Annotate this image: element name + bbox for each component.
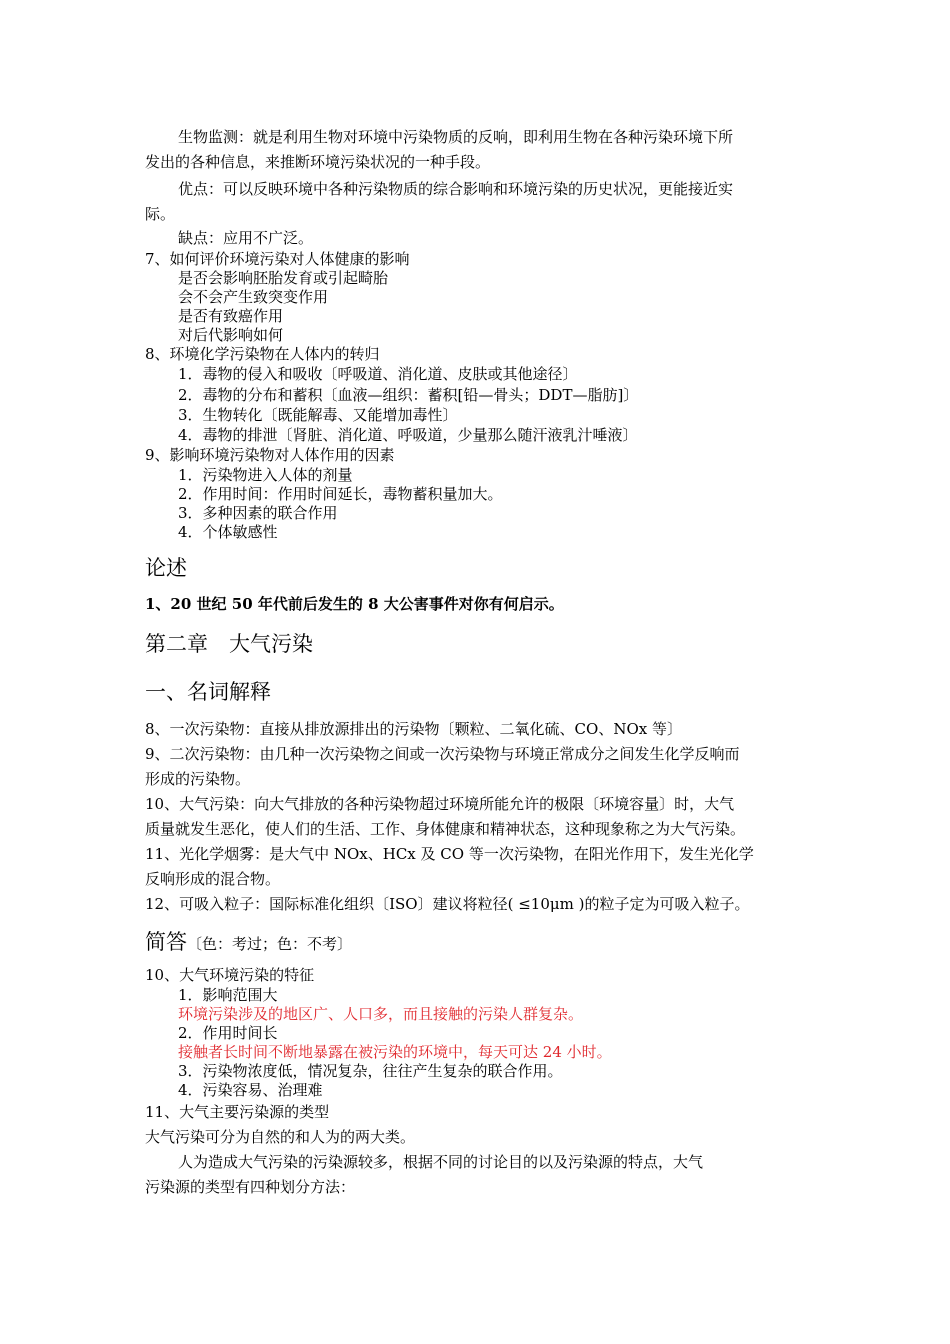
q8-item: 4．毒物的排泄〔肾脏、消化道、呼吸道，少量那么随汗液乳汁唾液〕 <box>178 426 638 444</box>
q8-item: 2．毒物的分布和蓄积〔血液—组织：蓄积[铅—骨头；DDT—脂肪]〕 <box>178 386 639 404</box>
term-12: 12、可吸入粒子：国际标准化组织〔ISO〕建议将粒径( ≤10μm )的粒子定为可吸入粒子。 <box>145 895 750 913</box>
q8-title: 8、环境化学污染物在人体内的转归 <box>145 345 380 363</box>
q8-item: 1．毒物的侵入和吸收〔呼吸道、消化道、皮肤或其他途径〕 <box>178 365 578 383</box>
sa10-item-3: 3．污染物浓度低，情况复杂，往往产生复杂的联合作用。 <box>178 1062 563 1080</box>
q9-item: 1．污染物进入人体的剂量 <box>178 466 353 484</box>
bio-definition-line2: 发出的各种信息，来推断环境污染状况的一种手段。 <box>145 153 491 171</box>
q7-title: 7、如何评价环境污染对人体健康的影响 <box>145 250 410 268</box>
q9-item: 2．作用时间：作用时间延长，毒物蓄积量加大。 <box>178 485 503 503</box>
bio-advantage-line1: 优点：可以反映环境中各种污染物质的综合影响和环境污染的历史状况，更能接近实 <box>178 180 734 198</box>
term-11-line1: 11、光化学烟雾：是大气中 NOx、HCx 及 CO 等一次污染物，在阳光作用下，发生光化学 <box>145 845 754 863</box>
short-answer-heading-row <box>145 929 352 955</box>
q8-item: 3．生物转化〔既能解毒、又能增加毒性〕 <box>178 406 458 424</box>
sa10-item-2: 2．作用时间长 <box>178 1024 278 1042</box>
sa10-item-1: 1．影响范围大 <box>178 986 278 1004</box>
bio-definition-line1: 生物监测：就是利用生物对环境中污染物质的反响，即利用生物在各种污染环境下所 <box>178 128 734 146</box>
term-11-line2: 反响形成的混合物。 <box>145 870 281 888</box>
short-answer-note: 〔色：考过；色：不考〕 <box>187 935 353 953</box>
sa11-paragraph-1: 大气污染可分为自然的和人为的两大类。 <box>145 1128 416 1146</box>
sa10-item-1-detail: 环境污染涉及的地区广、人口多，而且接触的污染人群复杂。 <box>178 1005 584 1023</box>
essay-question-1: 1、20 世纪 50 年代前后发生的 8 大公害事件对你有何启示。 <box>145 595 564 613</box>
sa10-title: 10、大气环境污染的特征 <box>145 966 315 984</box>
essay-heading: 论述 <box>145 556 187 580</box>
q7-item: 是否有致癌作用 <box>178 307 284 325</box>
sa11-paragraph-2-line1: 人为造成大气污染的污染源较多，根据不同的讨论目的以及污染源的特点，大气 <box>178 1153 704 1171</box>
sa10-item-2-detail: 接触者长时间不断地暴露在被污染的环境中，每天可达 24 小时。 <box>178 1043 612 1061</box>
term-10-line2: 质量就发生恶化，使人们的生活、工作、身体健康和精神状态，这种现象称之为大气污染。 <box>145 820 746 838</box>
bio-advantage-line2: 际。 <box>145 205 176 223</box>
q7-item: 对后代影响如何 <box>178 326 284 344</box>
sa11-title: 11、大气主要污染源的类型 <box>145 1103 330 1121</box>
q9-title: 9、影响环境污染物对人体作用的因素 <box>145 446 395 464</box>
sa10-item-4: 4．污染容易、治理难 <box>178 1081 323 1099</box>
q7-item: 是否会影响胚胎发育或引起畸胎 <box>178 269 389 287</box>
term-9-line1: 9、二次污染物：由几种一次污染物之间或一次污染物与环境正常成分之间发生化学反响而 <box>145 745 740 763</box>
short-answer-heading: 简答 <box>145 930 187 954</box>
bio-disadvantage: 缺点：应用不广泛。 <box>178 229 314 247</box>
term-8: 8、一次污染物：直接从排放源排出的污染物〔颗粒、二氧化硫、CO、NOx 等〕 <box>145 720 682 738</box>
q9-item: 3．多种因素的联合作用 <box>178 504 338 522</box>
chapter-title: 第二章 大气污染 <box>145 632 313 656</box>
q7-item: 会不会产生致突变作用 <box>178 288 329 306</box>
sa11-paragraph-2-line2: 污染源的类型有四种划分方法： <box>145 1178 356 1196</box>
term-10-line1: 10、大气污染：向大气排放的各种污染物超过环境所能允许的极限〔环境容量〕时，大气 <box>145 795 735 813</box>
q9-item: 4．个体敏感性 <box>178 523 278 541</box>
section-heading: 一、名词解释 <box>145 680 271 704</box>
term-9-line2: 形成的污染物。 <box>145 770 251 788</box>
